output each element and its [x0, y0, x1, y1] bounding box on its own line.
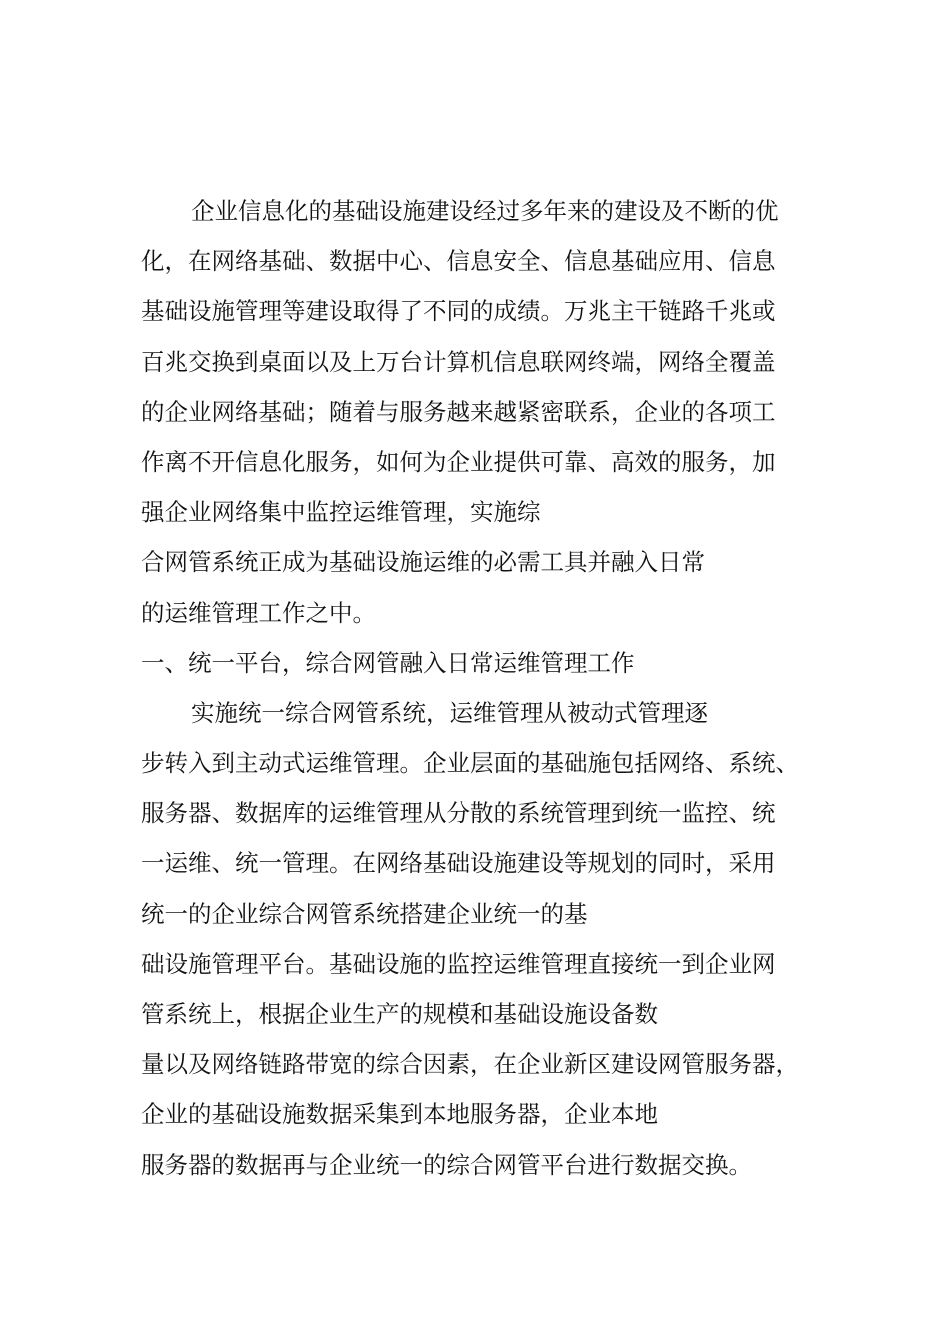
- paragraph-line: 服务器、数据库的运维管理从分散的系统管理到统一监控、统: [141, 799, 776, 828]
- paragraph-line: 统一的企业综合网管系统搭建企业统一的基: [141, 899, 588, 928]
- paragraph-line: 的企业网络基础；随着与服务越来越紧密联系，企业的各项工: [141, 397, 776, 426]
- paragraph-line: 企业信息化的基础设施建设经过多年来的建设及不断的优: [191, 197, 779, 225]
- paragraph-line: 百兆交换到桌面以及上万台计算机信息联网终端，网络全覆盖: [141, 347, 776, 376]
- paragraph-line: 作离不开信息化服务，如何为企业提供可靠、高效的服务，加: [141, 447, 776, 476]
- paragraph-line: 一运维、统一管理。在网络基础设施建设等规划的同时，采用: [141, 849, 776, 878]
- paragraph-line: 强企业网络集中监控运维管理，实施综: [141, 498, 541, 527]
- paragraph-line: 的运维管理工作之中。: [141, 598, 376, 627]
- section-heading: 一、统一平台，综合网管融入日常运维管理工作: [141, 648, 635, 677]
- paragraph-line: 实施统一综合网管系统，运维管理从被动式管理逐: [191, 698, 708, 727]
- paragraph-line: 础设施管理平台。基础设施的监控运维管理直接统一到企业网: [141, 949, 776, 978]
- paragraph-line: 合网管系统正成为基础设施运维的必需工具并融入日常: [141, 548, 705, 577]
- paragraph-line: 企业的基础设施数据采集到本地服务器，企业本地: [141, 1100, 658, 1129]
- paragraph-line: 化，在网络基础、数据中心、信息安全、信息基础应用、信息: [141, 247, 776, 276]
- paragraph-line: 量以及网络链路带宽的综合因素，在企业新区建设网管服务器，: [141, 1050, 799, 1079]
- paragraph-line: 服务器的数据再与企业统一的综合网管平台进行数据交换。: [141, 1150, 752, 1179]
- document-body: [141, 186, 831, 1190]
- paragraph-line: 步转入到主动式运维管理。企业层面的基础施包括网络、系统、: [141, 749, 799, 778]
- paragraph-line: 管系统上，根据企业生产的规模和基础设施设备数: [141, 1000, 658, 1028]
- paragraph-line: 基础设施管理等建设取得了不同的成绩。万兆主干链路千兆或: [141, 297, 776, 326]
